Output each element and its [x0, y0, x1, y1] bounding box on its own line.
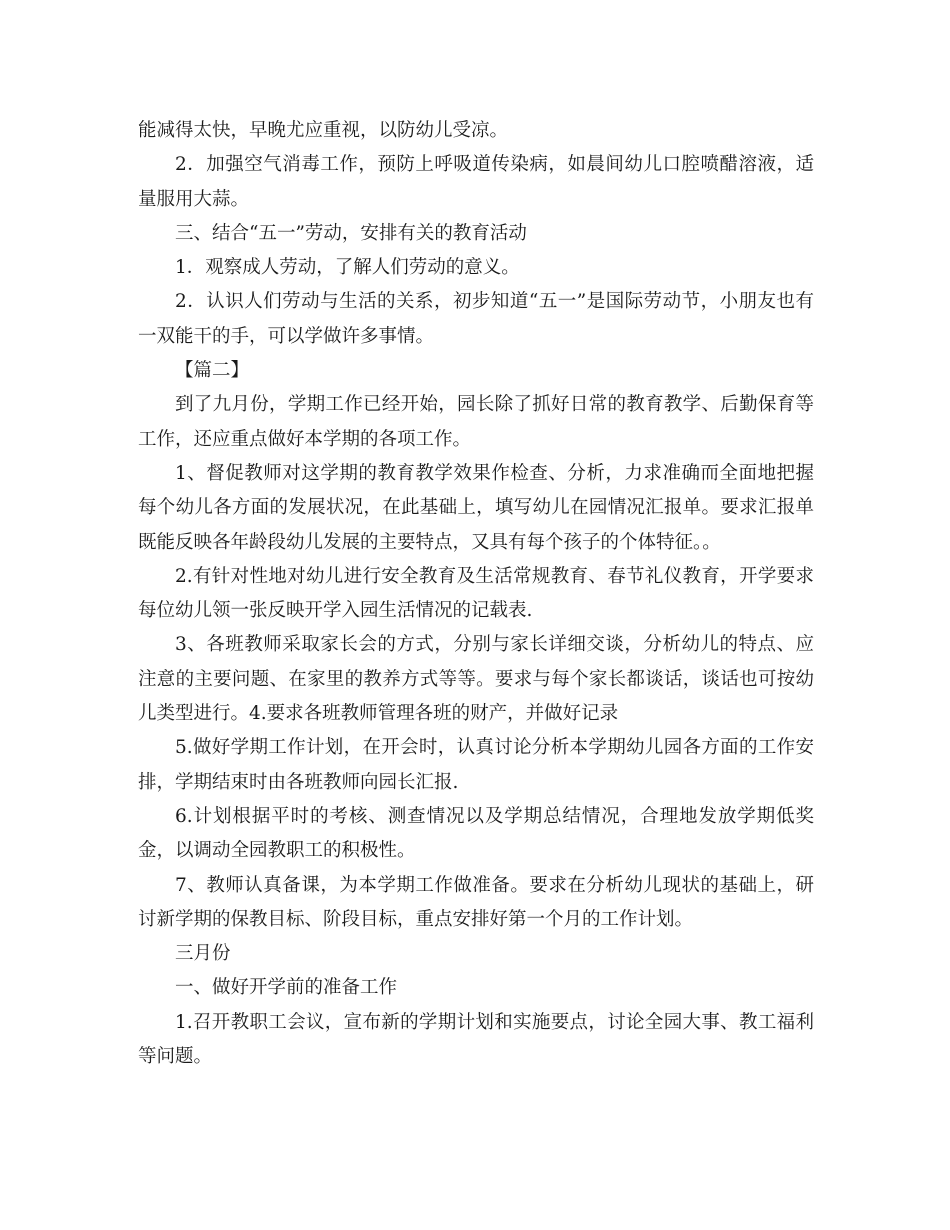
paragraph-13: 7、教师认真备课，为本学期工作做准备。要求在分析幼儿现状的基础上，研讨新学期的保教目标、阶段目标，重点安排好第一个月的工作计划。	[138, 874, 814, 930]
part-heading-2: 【篇二】	[175, 360, 250, 382]
month-heading-march: 三月份	[175, 943, 231, 965]
paragraph-1: 能减得太快，早晚尤应重视，以防幼儿受凉。	[138, 120, 509, 141]
section-heading-preparation: 一、做好开学前的准备工作	[175, 977, 398, 999]
paragraph-2: 2．加强空气消毒工作，预防上呼吸道传染病，如晨间幼儿口腔喷醋溶液，适量服用大蒜。	[138, 154, 814, 210]
paragraph-10: 3、各班教师采取家长会的方式，分别与家长详细交谈，分析幼儿的特点、应注意的主要问题、在家里的教养方式等等。要求与每个家长都谈话，谈话也可按幼儿类型进行。4.要求各班教师管理各班的财产，并做好记录	[138, 634, 814, 725]
paragraph-9: 2.有针对性地对幼儿进行安全教育及生活常规教育、春节礼仪教育，开学要求每位幼儿领一张反映开学入园生活情况的记载表.	[138, 565, 814, 622]
paragraph-12: 6.计划根据平时的考核、测查情况以及学期总结情况，合理地发放学期低奖金，以调动全园教职工的积极性。	[138, 805, 814, 862]
paragraph-5: 2．认识人们劳动与生活的关系，初步知道“五一”是国际劳动节，小朋友也有一双能干的手，可以学做许多事情。	[138, 291, 814, 347]
paragraph-4: 1．观察成人劳动，了解人们劳动的意义。	[175, 257, 520, 279]
section-heading-3: 三、结合“五一”劳动，安排有关的教育活动	[175, 222, 527, 244]
paragraph-7: 到了九月份，学期工作已经开始，园长除了抓好日常的教育教学、后勤保育等工作，还应重点做好本学期的各项工作。	[138, 394, 814, 450]
paragraph-16: 1.召开教职工会议，宣布新的学期计划和实施要点，讨论全园大事、教工福利等问题。	[138, 1011, 814, 1068]
document-body	[138, 114, 814, 1074]
paragraph-11: 5.做好学期工作计划，在开会时，认真讨论分析本学期幼儿园各方面的工作安排，学期结束时由各班教师向园长汇报.	[138, 737, 814, 793]
paragraph-8: 1、督促教师对这学期的教育教学效果作检查、分析，力求准确而全面地把握每个幼儿各方面的发展状况，在此基础上，填写幼儿在园情况汇报单。要求汇报单既能反映各年龄段幼儿发展的主要特点，又具有每个孩子的个体特征。。	[138, 462, 814, 553]
